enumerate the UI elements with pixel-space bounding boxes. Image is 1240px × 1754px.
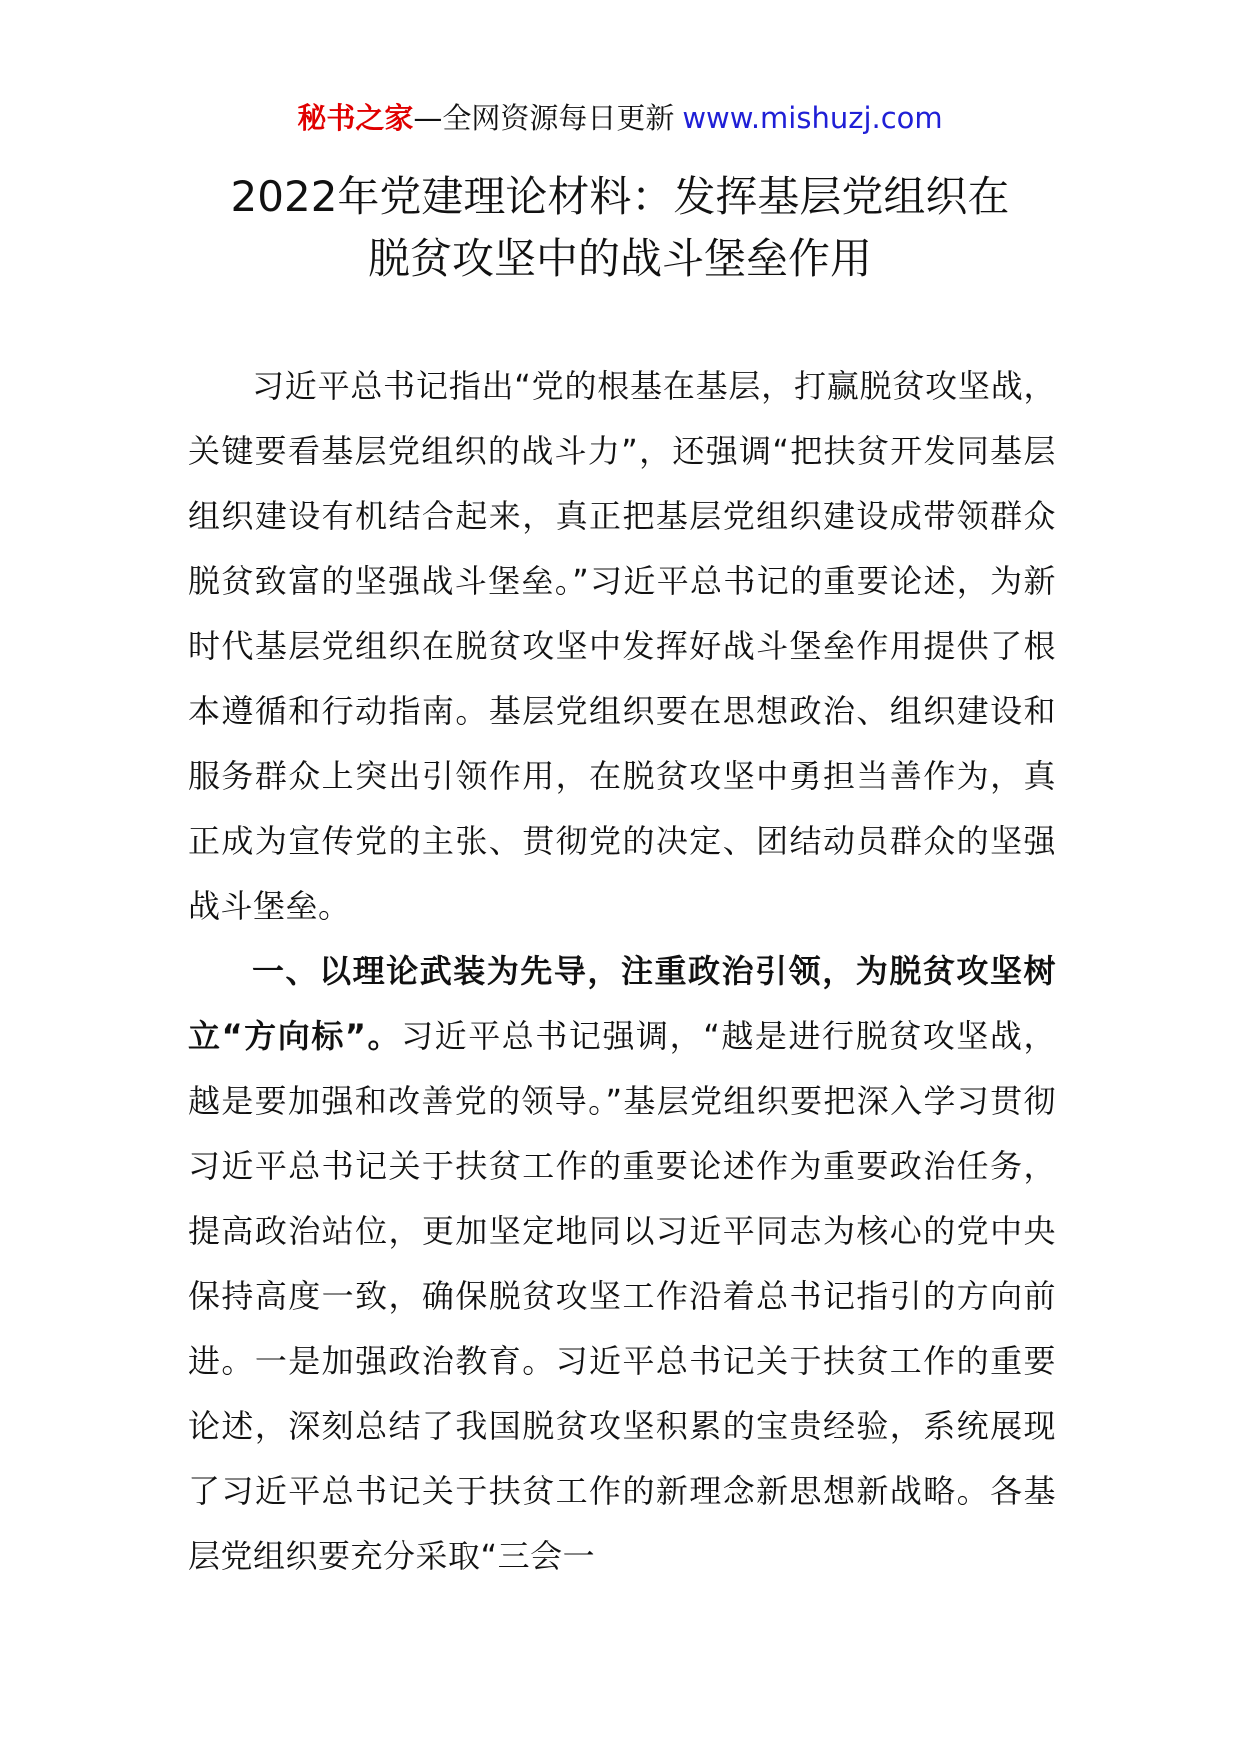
site-url-link[interactable]: www.mishuzj.com	[682, 101, 943, 135]
header-banner	[0, 98, 1240, 138]
title-line-2: 脱贫攻坚中的战斗堡垒作用	[367, 234, 872, 283]
title-line-1: 2022年党建理论材料：发挥基层党组织在	[230, 172, 1010, 221]
paragraph-section-1	[188, 939, 1056, 1589]
section-1-body: 习近平总书记强调，“越是进行脱贫攻坚战，越是要加强和改善党的领导。”基层党组织要把深入学习贯彻习近平总书记关于扶贫工作的重要论述作为重要政治任务，提高政治站位，更加坚定地同以习近平同志为核心的党中央保持高度一致，确保脱贫攻坚工作沿着总书记指引的方向前进。一是加强政治教育。习近平总书记关于扶贫工作的重要论述，深刻总结了我国脱贫攻坚积累的宝贵经验，系统展现了习近平总书记关于扶贫工作的新理念新思想新战略。各基层党组织要充分采取“三会一	[188, 1017, 1056, 1575]
section-1-heading: 一、以理论武装为先导，注重政治引领，为脱贫攻坚树立“方向标”。	[188, 952, 1056, 1055]
document-body	[188, 354, 1056, 1589]
paragraph-intro: 习近平总书记指出“党的根基在基层，打赢脱贫攻坚战，关键要看基层党组织的战斗力”，还强调“把扶贫开发同基层组织建设有机结合起来，真正把基层党组织建设成带领群众脱贫致富的坚强战斗堡垒。”习近平总书记的重要论述，为新时代基层党组织在脱贫攻坚中发挥好战斗堡垒作用提供了根本遵循和行动指南。基层党组织要在思想政治、组织建设和服务群众上突出引领作用，在脱贫攻坚中勇担当善作为，真正成为宣传党的主张、贯彻党的决定、团结动员群众的坚强战斗堡垒。	[188, 367, 1056, 925]
header-tagline: —全网资源每日更新	[413, 101, 675, 135]
document-title	[0, 166, 1240, 290]
brand-name: 秘书之家	[297, 101, 414, 135]
